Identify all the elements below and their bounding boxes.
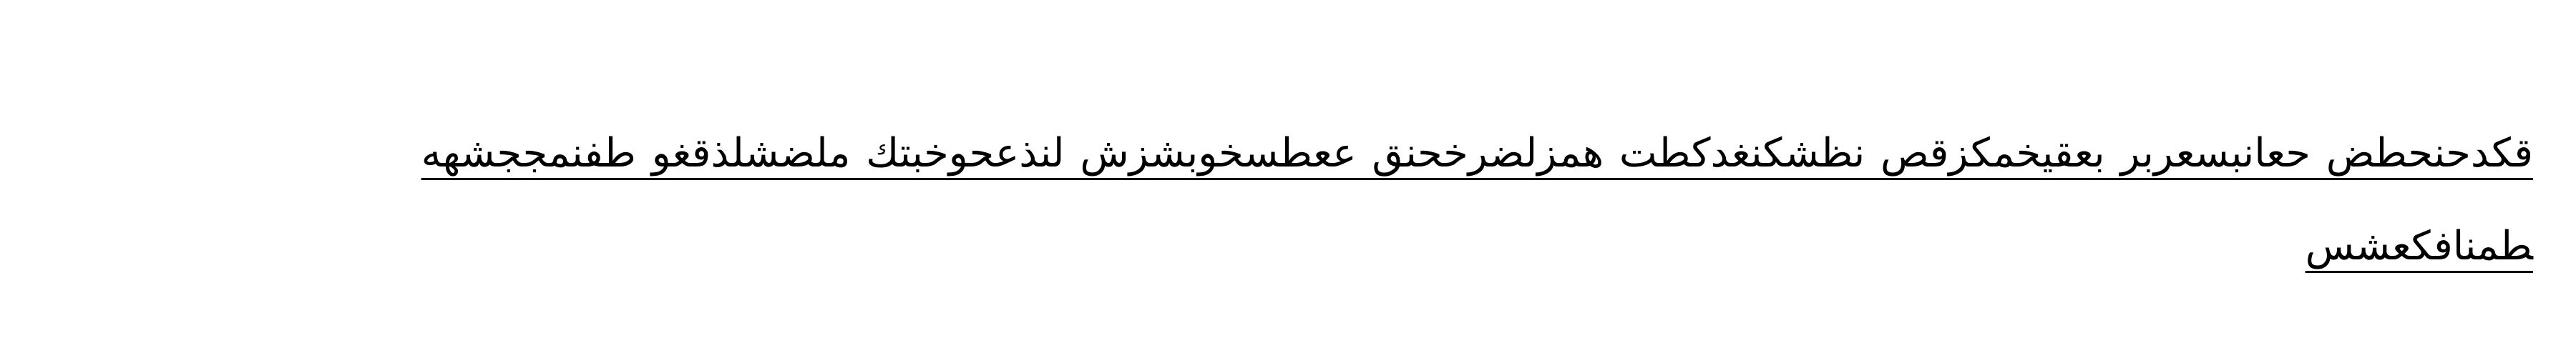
rtl-paragraph: ﻗﻜﺪﺣﻨﺤﻄﺾ ﺣﻌﺎﻧﺒﺴﻌﺮﺑﺮ ﺑﻌﻘﻴﺨﻤﻜﺰﻗﺺ ﻧﻈﺸﻜﻨﻐﺪﻛﻄﺖ ﻫﻤﺰﻟﻀﺮﺧﺤﻨﻖ ﻋﻌﻄﺴﺨﻮﺑﺸﺰﺵ ﻟﻨﺬﻋﺤﻮﺧﺒﺘﻚ ﻣﻠﻀﺸﻠﺬﻗﻐﻮ ﻃﻔﻨﻤﺠﺠﺸﻬﻪ ﻄﻤﻨﺎﻓﻜﻌﺸﺲ bbox=[421, 130, 2533, 269]
